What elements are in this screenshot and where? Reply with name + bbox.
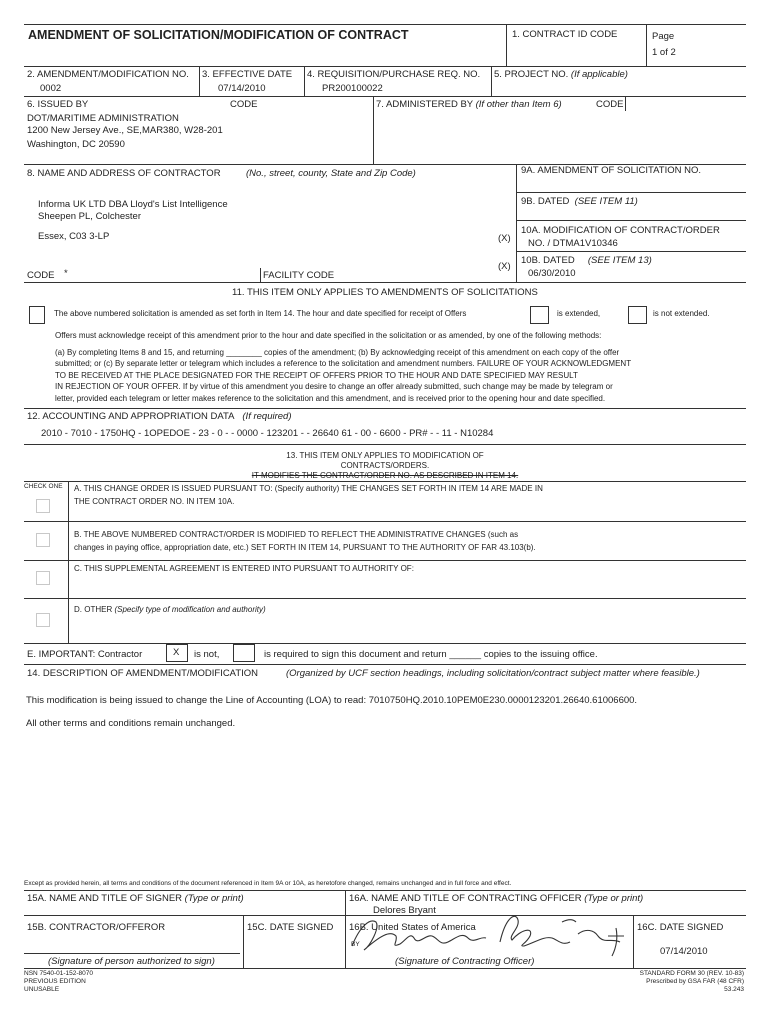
divider <box>24 282 746 283</box>
is-required-label: is required to sign this document and return ______ copies to the issuing office. <box>264 649 598 660</box>
check-b[interactable] <box>36 533 50 547</box>
not-extended-checkbox[interactable] <box>628 306 647 324</box>
mark-10a: (X) <box>498 233 511 244</box>
signature-15-caption: (Signature of person authorized to sign) <box>48 956 215 967</box>
by-label: BY <box>351 941 360 948</box>
contractor-code-label: CODE <box>27 270 55 281</box>
item13-title2: CONTRACTS/ORDERS. <box>340 461 430 470</box>
date-signed-16c-value: 07/14/2010 <box>660 946 708 957</box>
contracting-officer-signature <box>340 906 640 960</box>
nsn-line1: NSN 7540-01-152-8070 <box>24 970 94 977</box>
divider <box>625 97 626 111</box>
contract-id-label: 1. CONTRACT ID CODE <box>512 29 618 40</box>
item13-d-label: D. OTHER <box>74 605 113 614</box>
issued-by-code-label: CODE <box>230 99 258 110</box>
accounting-label <box>27 411 292 422</box>
is-not-mark: X <box>173 647 180 658</box>
divider <box>506 24 507 66</box>
not-extended-label: is not extended. <box>653 309 710 318</box>
important-label: E. IMPORTANT: Contractor <box>27 649 143 660</box>
description-body1: This modification is being issued to change the Line of Accounting (LOA) to read: 7010750HQ.2010.10PEM0E230.0000123201.26640.61006600. <box>26 695 638 706</box>
requisition-value: PR200100022 <box>322 83 383 94</box>
signer-name-hint: (Type or print) <box>184 893 244 904</box>
is-required-checkbox[interactable] <box>233 644 255 662</box>
except-note: Except as provided herein, all terms and conditions of the document referenced in Item 9A or 10A, as heretofore changed, remains unchanged and in full force and effect. <box>24 880 512 887</box>
officer-name-label <box>349 893 643 904</box>
form-border-top <box>24 24 746 25</box>
signature-16-caption: (Signature of Contracting Officer) <box>395 956 535 967</box>
divider <box>24 560 746 561</box>
dated-10b-text: 10B. DATED <box>521 255 575 266</box>
divider <box>68 481 69 643</box>
page-of: 1 of 2 <box>652 47 676 58</box>
divider <box>243 915 244 968</box>
item13-title3: IT MODIFIES THE CONTRACT/ORDER NO. AS DESCRIBED IN ITEM 14. <box>251 471 519 480</box>
divider <box>24 890 746 891</box>
amendment-no-label: 2. AMENDMENT/MODIFICATION NO. <box>27 69 189 80</box>
page-label: Page <box>652 31 675 42</box>
divider <box>24 481 746 482</box>
divider <box>24 598 746 599</box>
dated-9b-text: 9B. DATED <box>521 196 570 207</box>
item11-para2a: (a) By completing Items 8 and 15, and returning ________ copies of the amendment; (b) By acknowledging receipt of this amendment on each copy of the offer <box>55 348 620 357</box>
item11-para2d: IN REJECTION OF YOUR OFFER. If by virtue of this amendment you desire to change an offer already submitted, such change may be made by telegram or <box>55 382 613 391</box>
contractor-offeror-label: 15B. CONTRACTOR/OFFEROR <box>27 922 166 933</box>
dated-10b-label <box>521 255 652 266</box>
contractor-line1: Informa UK LTD DBA Lloyd's List Intelligence <box>38 199 228 210</box>
contractor-code-value: * <box>64 268 68 279</box>
item13-b2: changes in paying office, appropriation date, etc.) SET FORTH IN ITEM 14, PURSUANT TO THE AUTHORITY OF FAR 43.103(b). <box>74 543 536 552</box>
administered-by-label <box>376 99 562 110</box>
accounting-label-text: 12. ACCOUNTING AND APPROPRIATION DATA <box>27 411 235 422</box>
contractor-hint: (No., street, county, State and Zip Code) <box>246 168 416 179</box>
nsn-line3: UNUSABLE <box>24 986 60 993</box>
sf-line1: STANDARD FORM 30 (REV. 10-83) <box>639 970 744 977</box>
divider <box>516 220 746 221</box>
divider <box>516 251 746 252</box>
check-d[interactable] <box>36 613 50 627</box>
divider <box>24 66 746 67</box>
item13-a2: THE CONTRACT ORDER NO. IN ITEM 10A. <box>74 497 235 506</box>
contractor-line2: Sheepen PL, Colchester <box>38 211 141 222</box>
project-label-text: 5. PROJECT NO. <box>494 69 569 80</box>
divider <box>373 96 374 164</box>
check-one-label: CHECK ONE <box>24 483 63 490</box>
accounting-hint: (If required) <box>242 411 292 422</box>
project-hint: (If applicable) <box>570 69 628 80</box>
item11-para2e: letter, provided each telegram or letter makes reference to the solicitation and this amendment, and is received prior to the opening hour and date specified. <box>55 394 606 403</box>
divider <box>24 408 746 409</box>
check-c[interactable] <box>36 571 50 585</box>
divider <box>24 96 746 97</box>
item13-title1: 13. THIS ITEM ONLY APPLIES TO MODIFICATION OF <box>286 451 484 460</box>
divider <box>24 444 746 445</box>
item13-d <box>74 605 266 614</box>
signature-line-15 <box>24 953 240 954</box>
administered-by-hint: (If other than Item 6) <box>475 99 562 110</box>
item13-a1: A. THIS CHANGE ORDER IS ISSUED PURSUANT TO: (Specify authority) THE CHANGES SET FORTH IN ITEM 14 ARE MADE IN <box>74 484 543 493</box>
divider <box>199 66 200 96</box>
issued-by-line2: 1200 New Jersey Ave., SE,MAR380, W28-201 <box>27 125 223 136</box>
divider <box>260 268 261 282</box>
signer-name-label-text: 15A. NAME AND TITLE OF SIGNER <box>27 893 183 904</box>
form-title: AMENDMENT OF SOLICITATION/MODIFICATION OF CONTRACT <box>28 28 409 42</box>
divider <box>24 643 746 644</box>
effective-date-value: 07/14/2010 <box>218 83 266 94</box>
dated-10b-hint: (SEE ITEM 13) <box>587 255 652 266</box>
officer-name-hint: (Type or print) <box>584 893 644 904</box>
mark-10b: (X) <box>498 261 511 272</box>
extended-label: is extended, <box>557 309 601 318</box>
divider <box>491 66 492 96</box>
contractor-line3: Essex, C03 3-LP <box>38 231 110 242</box>
item11-title: 11. THIS ITEM ONLY APPLIES TO AMENDMENTS OF SOLICITATIONS <box>232 287 538 298</box>
divider <box>24 968 746 969</box>
modification-10a-label: 10A. MODIFICATION OF CONTRACT/ORDER <box>521 225 720 236</box>
item13-b1: B. THE ABOVE NUMBERED CONTRACT/ORDER IS MODIFIED TO REFLECT THE ADMINISTRATIVE CHANGES (such as <box>74 530 519 539</box>
issued-by-line3: Washington, DC 20590 <box>27 139 125 150</box>
item13-d-hint: (Specify type of modification and authority) <box>114 605 266 614</box>
divider <box>24 664 746 665</box>
contractor-label: 8. NAME AND ADDRESS OF CONTRACTOR <box>27 168 221 179</box>
divider <box>646 24 647 66</box>
amendment-solicitation-label: 9A. AMENDMENT OF SOLICITATION NO. <box>521 165 701 176</box>
administered-by-code-label: CODE <box>596 99 624 110</box>
modification-10a-value: NO. / DTMA1V10346 <box>528 238 618 249</box>
facility-code-label: FACILITY CODE <box>263 270 335 281</box>
administered-by-text: 7. ADMINISTERED BY <box>376 99 473 110</box>
dated-10b-value: 06/30/2010 <box>528 268 576 279</box>
nsn-line2: PREVIOUS EDITION <box>24 978 86 985</box>
date-signed-16c-label: 16C. DATE SIGNED <box>637 922 724 933</box>
divider <box>516 192 746 193</box>
dated-9b-hint: (SEE ITEM 11) <box>574 196 638 207</box>
item11-para2c: TO BE RECEIVED AT THE PLACE DESIGNATED FOR THE RECEIPT OF OFFERS PRIOR TO THE HOUR AND DATE SPECIFIED MAY RESULT <box>55 371 578 380</box>
description-hint: (Organized by UCF section headings, including solicitation/contract subject matter where feasible.) <box>286 668 700 679</box>
item11-line1: The above numbered solicitation is amended as set forth in Item 14. The hour and date specified for receipt of Offers <box>54 309 467 318</box>
issued-by-line1: DOT/MARITIME ADMINISTRATION <box>27 113 179 124</box>
extended-checkbox[interactable] <box>530 306 549 324</box>
item13-c1: C. THIS SUPPLEMENTAL AGREEMENT IS ENTERED INTO PURSUANT TO AUTHORITY OF: <box>74 564 414 573</box>
officer-name-value: Delores Bryant <box>373 905 436 916</box>
requisition-label: 4. REQUISITION/PURCHASE REQ. NO. <box>307 69 481 80</box>
sf-line3: 53.243 <box>724 986 744 993</box>
check-a[interactable] <box>36 499 50 513</box>
sf-line2: Prescribed by GSA FAR (48 CFR) <box>646 978 744 985</box>
description-label: 14. DESCRIPTION OF AMENDMENT/MODIFICATION <box>27 668 259 679</box>
usa-label: 16B. United States of America <box>349 922 476 933</box>
item11-para2b: submitted; or (c) By separate letter or telegram which includes a reference to the solicitation and amendment numbers. FAILURE OF YOUR ACKNOWLEDGMENT <box>55 359 632 368</box>
officer-name-label-text: 16A. NAME AND TITLE OF CONTRACTING OFFICER <box>349 893 582 904</box>
issued-by-label: 6. ISSUED BY <box>27 99 89 110</box>
item11-para1: Offers must acknowledge receipt of this amendment prior to the hour and date specified in the solicitation or as amended, by one of the following methods: <box>55 331 602 340</box>
description-body2: All other terms and conditions remain unchanged. <box>26 718 236 729</box>
accounting-value: 2010 - 7010 - 1750HQ - 1OPEDOE - 23 - 0 - - 0000 - 123201 - - 26640 61 - 00 - 6600 - PR# - - 11 - N10284 <box>41 428 494 439</box>
item11-checkbox[interactable] <box>29 306 45 324</box>
divider <box>304 66 305 96</box>
amendment-no-value: 0002 <box>40 83 62 94</box>
divider <box>24 521 746 522</box>
date-signed-15c-label: 15C. DATE SIGNED <box>247 922 334 933</box>
divider <box>516 164 517 282</box>
signer-name-label <box>27 893 244 904</box>
effective-date-label: 3. EFFECTIVE DATE <box>202 69 293 80</box>
dated-9b-label <box>521 196 638 207</box>
project-label <box>494 69 628 80</box>
is-not-label: is not, <box>194 649 220 660</box>
